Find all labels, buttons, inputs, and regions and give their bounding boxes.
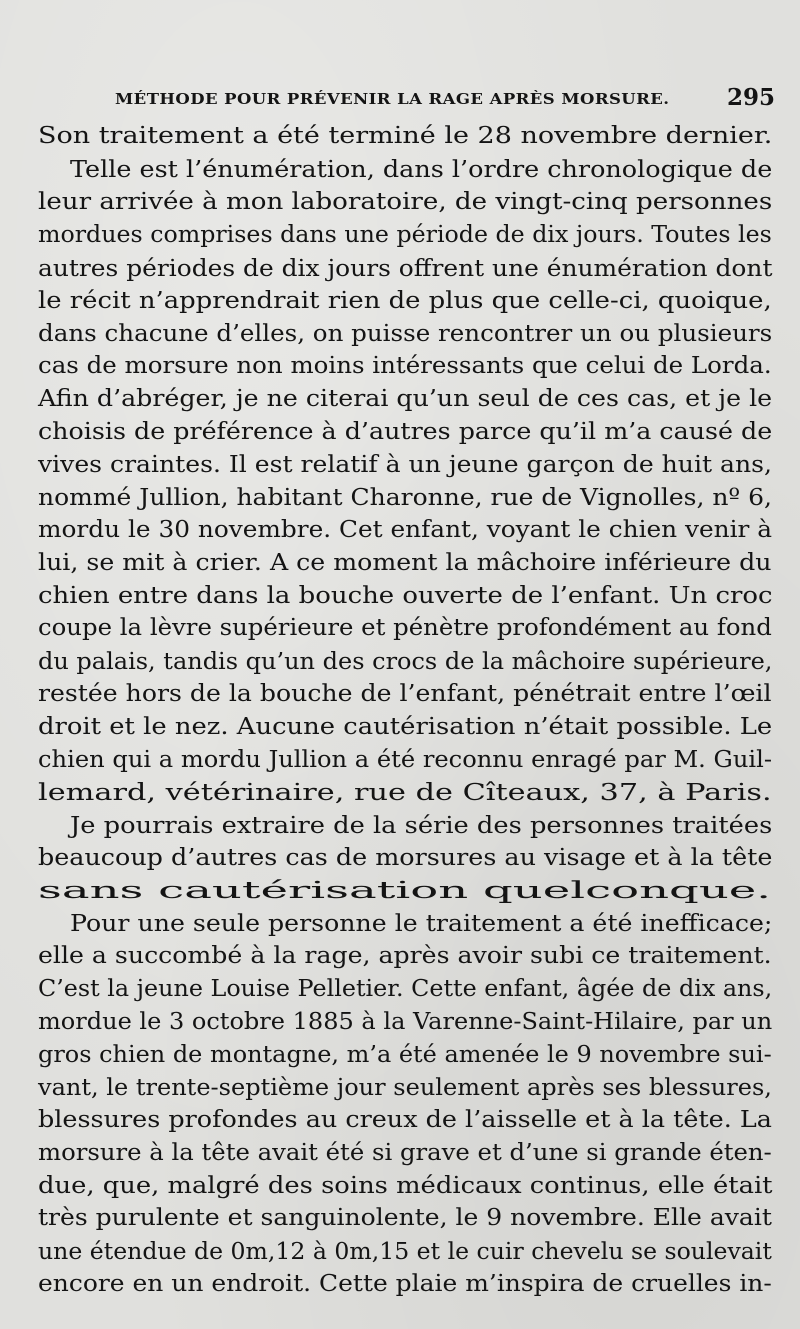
page-number: 295 (726, 84, 775, 111)
text-line: chien entre dans la bouche ouverte de l’enfant. Un croc (38, 581, 773, 609)
text-line: lemard, vétérinaire, rue de Cîteaux, 37, à Paris. (38, 778, 772, 806)
text-line: dans chacune d’elles, on puisse rencontrer un ou plusieurs (38, 319, 773, 347)
text-line: blessures profondes au creux de l’aisselle et à la tête. La (38, 1105, 772, 1133)
text-line: gros chien de montagne, m’a été amenée le 9 novembre sui- (38, 1040, 772, 1068)
text-line: du palais, tandis qu’un des crocs de la mâchoire supérieure, (38, 647, 773, 675)
text-line: le récit n’apprendrait rien de plus que celle-ci, quoique, (38, 286, 772, 314)
text-line: mordu le 30 novembre. Cet enfant, voyant le chien venir à (38, 515, 773, 543)
running-head: MÉTHODE POUR PRÉVENIR LA RAGE APRÈS MORSURE. (115, 90, 670, 108)
text-line: Telle est l’énumération, dans l’ordre chronologique de (70, 155, 773, 183)
text-line: droit et le nez. Aucune cautérisation n’était possible. Le (38, 712, 773, 740)
text-line: encore en un endroit. Cette plaie m’inspira de cruelles in- (38, 1269, 772, 1297)
text-line: lui, se mit à crier. A ce moment la mâchoire inférieure du (38, 548, 772, 576)
page-header (115, 84, 775, 114)
text-line: mordues comprises dans une période de dix jours. Toutes les (38, 220, 772, 248)
text-line: Son traitement a été terminé le 28 novembre dernier. (38, 121, 773, 149)
text-line: due, que, malgré des soins médicaux continus, elle était (38, 1171, 773, 1199)
text-line: elle a succombé à la rage, après avoir subi ce traitement. (38, 941, 772, 969)
text-line: très purulente et sanguinolente, le 9 novembre. Elle avait (38, 1203, 772, 1231)
text-line: nommé Jullion, habitant Charonne, rue de Vignolles, nº 6, (38, 483, 772, 511)
text-line: choisis de préférence à d’autres parce qu’il m’a causé de (38, 417, 773, 445)
text-line: leur arrivée à mon laboratoire, de vingt-cinq personnes (38, 187, 773, 215)
text-line: vives craintes. Il est relatif à un jeune garçon de huit ans, (38, 450, 772, 478)
text-line: une étendue de 0m,12 à 0m,15 et le cuir chevelu se soulevait (38, 1237, 772, 1265)
text-line: morsure à la tête avait été si grave et d’une si grande éten- (38, 1138, 772, 1166)
text-line: Pour une seule personne le traitement a été inefficace; (70, 909, 773, 937)
text-line: beaucoup d’autres cas de morsures au visage et à la tête (38, 843, 773, 871)
text-line: vant, le trente-septième jour seulement après ses blessures, (38, 1073, 772, 1101)
text-line: Afin d’abréger, je ne citerai qu’un seul de ces cas, et je le (38, 384, 773, 412)
text-line: sans cautérisation quelconque. (38, 876, 772, 904)
text-line: autres périodes de dix jours offrent une énumération dont (38, 254, 773, 282)
text-line: Je pourrais extraire de la série des personnes traitées (70, 811, 773, 839)
text-line: mordue le 3 octobre 1885 à la Varenne-Saint-Hilaire, par un (38, 1007, 773, 1035)
text-line: coupe la lèvre supérieure et pénètre profondément au fond (38, 613, 772, 641)
text-line: C’est la jeune Louise Pelletier. Cette enfant, âgée de dix ans, (38, 974, 773, 1002)
text-line: restée hors de la bouche de l’enfant, pénétrait entre l’œil (38, 679, 772, 707)
text-line: cas de morsure non moins intéressants que celui de Lorda. (38, 351, 772, 379)
text-line: chien qui a mordu Jullion a été reconnu enragé par M. Guil- (38, 745, 773, 773)
